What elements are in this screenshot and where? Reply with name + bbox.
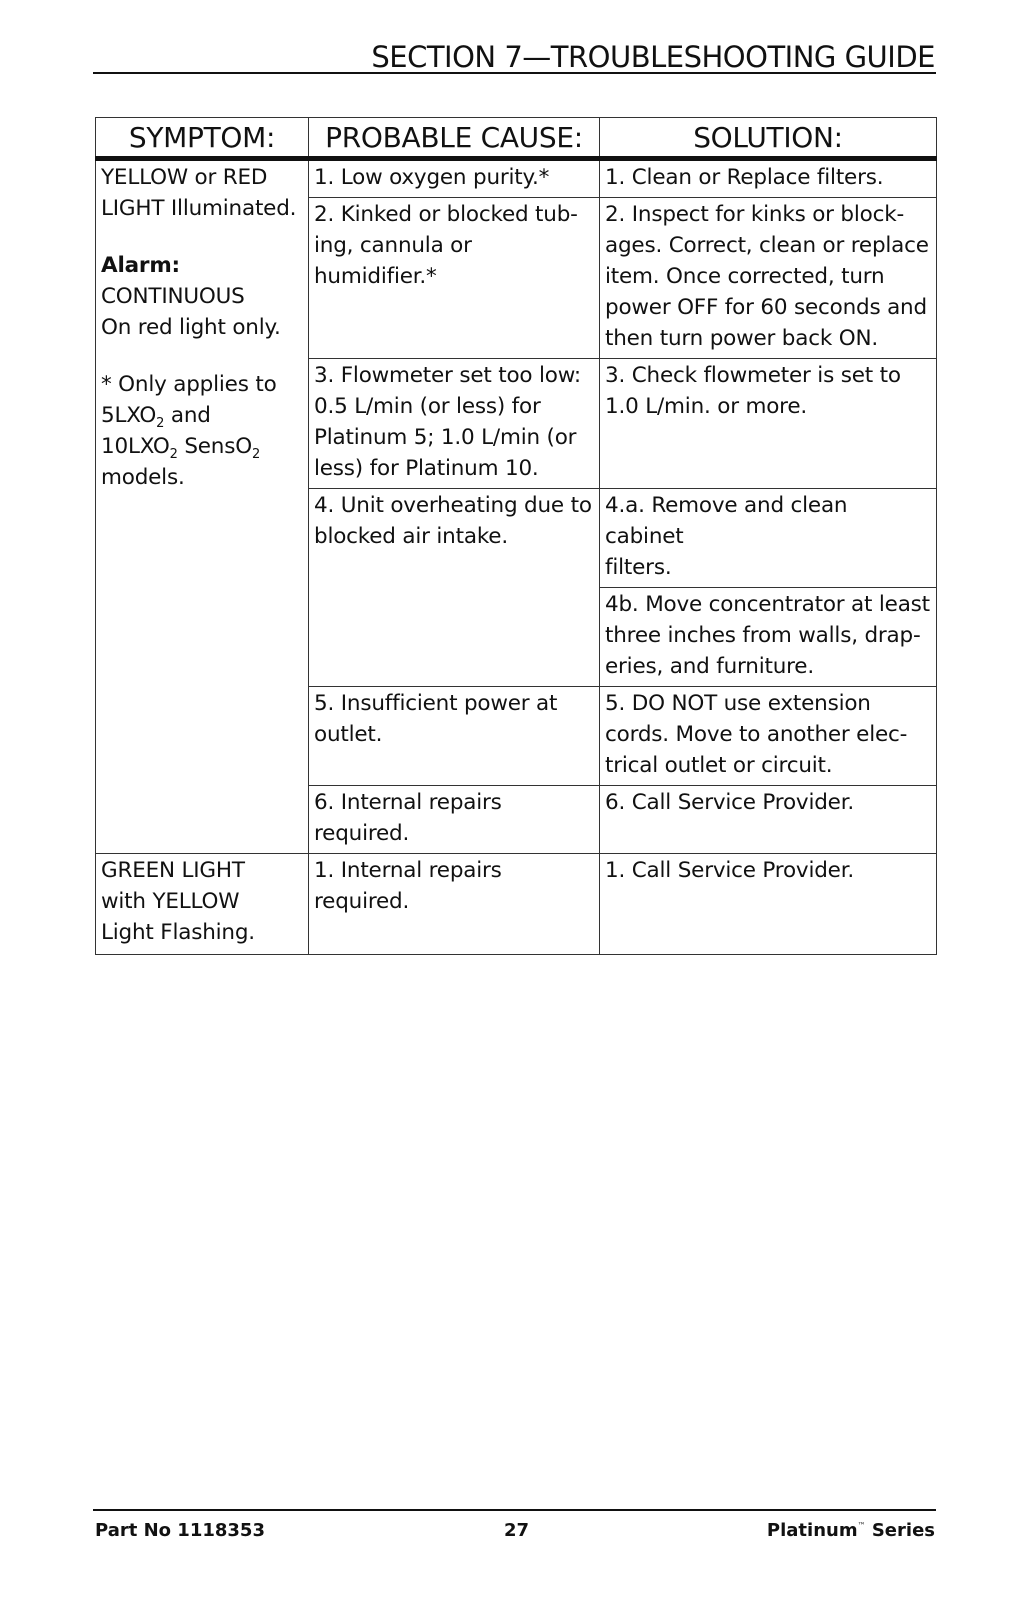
solution-cell: 2. Inspect for kinks or block- ages. Correct, clean or replace item. Once corrected, turn power OFF for 60 seconds and then turn power back ON. [600,198,937,359]
cause-cell: 6. Internal repairs required. [309,786,600,854]
symptom-line: YELLOW or RED [101,165,268,190]
series-name: Platinum™ Series [766,1520,935,1541]
table-row [96,854,937,955]
table-header-row [96,118,937,159]
table-row [96,159,937,198]
solution-cell: 3. Check flowmeter is set to 1.0 L/min. or more. [600,359,937,489]
cause-cell: 1. Low oxygen purity.* [309,159,600,198]
header-solution: SOLUTION: [600,118,937,159]
symptom-line: LIGHT Illuminated. [101,196,297,221]
solution-cell: 4b. Move concentrator at least three inches from walls, drap- eries, and furniture. [600,588,937,687]
model-note-line: models. [101,465,185,490]
cause-cell: 3. Flowmeter set too low: 0.5 L/min (or less) for Platinum 5; 1.0 L/min (or less) for Platinum 10. [309,359,600,489]
title-divider [93,72,936,74]
solution-cell: 5. DO NOT use extension cords. Move to another elec- trical outlet or circuit. [600,687,937,786]
page-number: 27 [504,1520,530,1541]
header-symptom: SYMPTOM: [96,118,309,159]
part-number: Part No 1118353 [95,1520,265,1541]
cause-cell: 4. Unit overheating due to blocked air intake. [309,489,600,687]
alarm-line: On red light only. [101,315,281,340]
model-note-line: $5LXO_2$ and [101,403,211,431]
solution-cell: 4.a. Remove and clean cabinet filters. [600,489,937,588]
symptom-cell-yellow-red [96,159,309,854]
cause-cell: 1. Internal repairs required. [309,854,600,955]
solution-cell: 1. Clean or Replace filters. [600,159,937,198]
cause-cell: 5. Insufficient power at outlet. [309,687,600,786]
footer-divider [93,1509,936,1511]
model-note-line: $10LXO_2$ SensO$_2$ [101,434,261,462]
model-note-line: * Only applies to [101,372,277,397]
symptom-cell-green-yellow: GREEN LIGHT with YELLOW Light Flashing. [96,854,309,955]
solution-cell: 1. Call Service Provider. [600,854,937,955]
troubleshooting-table [95,117,937,955]
alarm-label: Alarm: [101,253,180,278]
section-title: SECTION 7—TROUBLESHOOTING GUIDE [371,40,935,74]
header-probable-cause: PROBABLE CAUSE: [309,118,600,159]
solution-cell: 6. Call Service Provider. [600,786,937,854]
alarm-line: CONTINUOUS [101,284,245,309]
cause-cell: 2. Kinked or blocked tub- ing, cannula or humidifier.* [309,198,600,359]
